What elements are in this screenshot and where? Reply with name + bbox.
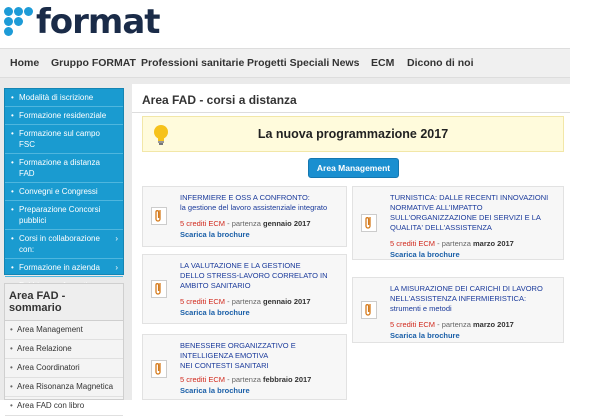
nav-gruppo-format[interactable]: Gruppo FORMAT [51, 57, 136, 69]
left-menu [4, 88, 124, 275]
menu-item-label: Formazione sul campo FSC [19, 129, 100, 149]
main-content [132, 84, 570, 400]
nav-ecm[interactable]: ECM [371, 57, 395, 69]
menu-item-label: Convegni e Congressi [19, 187, 98, 196]
course-title-line: NORMATIVE ALL'IMPATTO [390, 203, 483, 212]
course-title[interactable] [180, 261, 342, 291]
start-prefix: - partenza [227, 297, 261, 306]
course-title-line: DELLO STRESS-LAVORO CORRELATO IN [180, 271, 328, 280]
menu-item-corsi-collaborazione[interactable] [5, 230, 123, 259]
course-card [352, 186, 564, 260]
site-header [0, 0, 570, 48]
start-prefix: - partenza [227, 375, 261, 384]
download-brochure-link[interactable]: Scarica la brochure [180, 230, 250, 239]
summary-item-management[interactable]: • Area Management [5, 321, 123, 340]
download-brochure-link[interactable]: Scarica la brochure [390, 331, 460, 340]
course-title[interactable] [180, 193, 342, 213]
programme-banner [142, 116, 564, 152]
course-title-line: BENESSERE ORGANIZZATIVO E [180, 341, 296, 350]
download-brochure-link[interactable]: Scarica la brochure [390, 250, 460, 259]
start-prefix: - partenza [437, 320, 471, 329]
course-title-line: INFERMIERE E OSS A CONFRONTO: [180, 193, 310, 202]
start-prefix: - partenza [227, 219, 261, 228]
course-meta [180, 219, 311, 229]
menu-item-label: Formazione in azienda [19, 263, 100, 272]
title-divider [132, 112, 570, 113]
course-title-line: INTELLIGENZA EMOTIVA [180, 351, 269, 360]
area-management-button[interactable]: Area Management [308, 158, 399, 178]
course-title-line: AMBITO SANITARIO [180, 281, 251, 290]
course-card [142, 334, 347, 400]
ecm-credits: 5 crediti ECM [390, 239, 436, 248]
download-brochure-link[interactable]: Scarica la brochure [180, 386, 250, 395]
chevron-right-icon: › [115, 234, 118, 243]
menu-item-formazione-azienda[interactable] [5, 259, 123, 277]
menu-item-formazione-a-distanza[interactable] [5, 154, 123, 183]
course-title-line: QUALITA' DELL'ASSISTENZA [390, 223, 492, 232]
banner-text: La nuova programmazione 2017 [257, 127, 449, 141]
course-title-line: SULL'ORGANIZZAZIONE DEI SERVIZI E LA [390, 213, 541, 222]
page-right-margin [570, 0, 600, 400]
paperclip-icon [361, 301, 377, 319]
menu-item-label: Formazione residenziale [19, 111, 107, 120]
start-prefix: - partenza [437, 239, 471, 248]
nav-professioni-sanitarie[interactable]: Professioni sanitarie [141, 57, 245, 69]
menu-item-convegni[interactable] [5, 183, 123, 201]
menu-item-label: Preparazione Concorsi pubblici [19, 205, 101, 225]
summary-item-fad-libro[interactable]: • Area FAD con libro [5, 397, 123, 416]
course-card [352, 277, 564, 343]
menu-item-label: Modalità di iscrizione [19, 93, 94, 102]
course-card [142, 254, 347, 324]
start-date: gennaio 2017 [262, 219, 311, 228]
course-meta [390, 239, 514, 249]
course-title-line: LA MISURAZIONE DEI CARICHI DI LAVORO [390, 284, 543, 293]
summary-item-risonanza[interactable]: • Area Risonanza Magnetica [5, 378, 123, 397]
menu-item-formazione-residenziale[interactable] [5, 107, 123, 125]
page-title: Area FAD - corsi a distanza [142, 93, 297, 107]
menu-item-modalita-iscrizione[interactable] [5, 89, 123, 107]
logo-text: format [36, 2, 160, 42]
course-title-line: NEI CONTESTI SANITARI [180, 361, 269, 370]
paperclip-icon [151, 207, 167, 225]
summary-item-relazione[interactable]: • Area Relazione [5, 340, 123, 359]
paperclip-icon [151, 360, 167, 378]
nav-dicono-di-noi[interactable]: Dicono di noi [407, 57, 474, 69]
course-card [142, 186, 347, 247]
nav-progetti-speciali[interactable]: Progetti Speciali [247, 57, 330, 69]
paperclip-icon [151, 280, 167, 298]
download-brochure-link[interactable]: Scarica la brochure [180, 308, 250, 317]
logo-dots-icon [4, 7, 34, 37]
start-date: marzo 2017 [472, 239, 514, 248]
course-title-line: strumenti e metodi [390, 304, 452, 313]
start-date: marzo 2017 [472, 320, 514, 329]
main-nav [0, 48, 570, 78]
summary-title: Area FAD - sommario [5, 284, 123, 321]
menu-item-label: Formazione a distanza FAD [19, 158, 100, 178]
paperclip-icon [361, 214, 377, 232]
menu-item-label: Corsi in collaborazione con: [19, 234, 100, 254]
ecm-credits: 5 crediti ECM [180, 297, 226, 306]
course-meta [180, 297, 311, 307]
course-meta [180, 375, 311, 385]
fad-summary-panel [4, 283, 124, 410]
course-meta [390, 320, 514, 330]
nav-home[interactable]: Home [10, 57, 40, 69]
ecm-credits: 5 crediti ECM [390, 320, 436, 329]
menu-item-formazione-sul-campo[interactable] [5, 125, 123, 154]
format-logo[interactable] [4, 2, 160, 42]
course-title-line: NELL'ASSISTENZA INFERMIERISTICA: [390, 294, 527, 303]
ecm-credits: 5 crediti ECM [180, 375, 226, 384]
ecm-credits: 5 crediti ECM [180, 219, 226, 228]
course-title-line: la gestione del lavoro assistenziale integrato [180, 203, 328, 212]
menu-item-concorsi[interactable] [5, 201, 123, 230]
summary-item-coordinatori[interactable]: • Area Coordinatori [5, 359, 123, 378]
chevron-right-icon: › [115, 263, 118, 272]
course-title-line: TURNISTICA: DALLE RECENTI INNOVAZIONI [390, 193, 549, 202]
nav-news[interactable]: News [332, 57, 360, 69]
course-title-line: LA VALUTAZIONE E LA GESTIONE [180, 261, 301, 270]
course-title[interactable] [180, 341, 342, 371]
course-title[interactable] [390, 193, 559, 233]
start-date: febbraio 2017 [262, 375, 312, 384]
start-date: gennaio 2017 [262, 297, 311, 306]
course-title[interactable] [390, 284, 559, 314]
